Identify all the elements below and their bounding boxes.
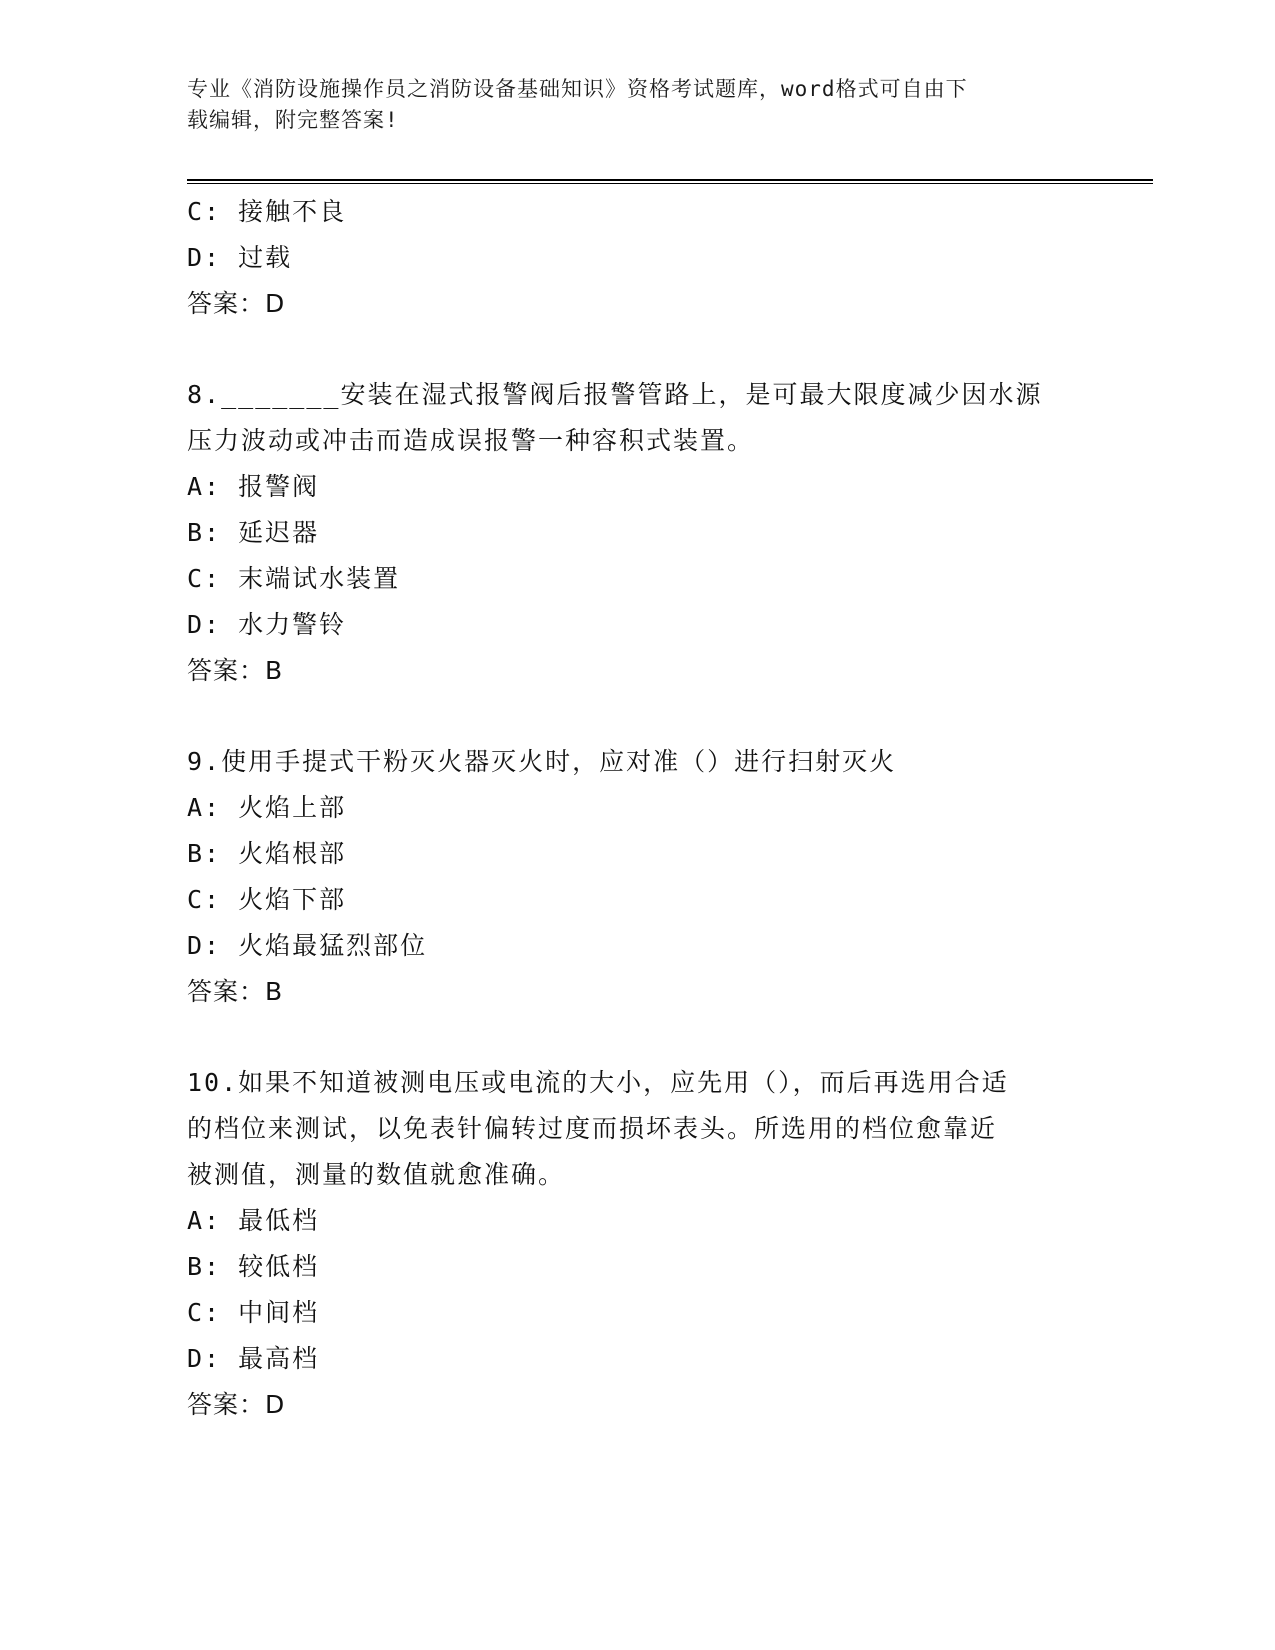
question-text: 的档位来测试，以免表针偏转过度而损坏表头。所选用的档位愈靠近 (187, 1114, 998, 1143)
option-c: C: 末端试水装置 (187, 564, 401, 593)
document-body (187, 189, 1087, 1428)
option-b: B: 较低档 (187, 1252, 320, 1281)
question-text: 压力波动或冲击而造成误报警一种容积式装置。 (187, 426, 755, 455)
option-b: B: 火焰根部 (187, 839, 347, 868)
option-c: C: 火焰下部 (187, 885, 347, 914)
option-a: A: 最低档 (187, 1206, 320, 1235)
answer: 答案：B (187, 656, 284, 685)
question-10 (187, 1060, 1087, 1428)
option-b: B: 延迟器 (187, 518, 320, 547)
document-header (187, 74, 1067, 136)
question-text: 8._______安装在湿式报警阀后报警管路上，是可最大限度减少因水源 (187, 380, 1043, 409)
option-d: D: 火焰最猛烈部位 (187, 931, 428, 960)
option-d: D: 过载 (187, 243, 293, 272)
header-line-2: 载编辑，附完整答案! (187, 108, 399, 132)
question-7-fragment (187, 189, 1087, 327)
answer: 答案：B (187, 977, 284, 1006)
spacer (187, 327, 1087, 372)
question-text: 被测值，测量的数值就愈准确。 (187, 1160, 566, 1189)
question-8 (187, 372, 1087, 694)
spacer (187, 694, 1087, 739)
spacer (187, 1015, 1087, 1060)
option-a: A: 报警阀 (187, 472, 320, 501)
header-rule-thick (187, 179, 1153, 181)
question-text: 9.使用手提式干粉灭火器灭火时，应对准（）进行扫射灭火 (187, 747, 897, 776)
option-d: D: 水力警铃 (187, 610, 347, 639)
answer: 答案：D (187, 289, 286, 318)
header-rule-thin (187, 183, 1153, 184)
option-c: C: 接触不良 (187, 197, 347, 226)
answer: 答案：D (187, 1390, 286, 1419)
option-d: D: 最高档 (187, 1344, 320, 1373)
option-a: A: 火焰上部 (187, 793, 347, 822)
question-text: 10.如果不知道被测电压或电流的大小，应先用（），而后再选用合适 (187, 1068, 1009, 1097)
option-c: C: 中间档 (187, 1298, 320, 1327)
question-9 (187, 739, 1087, 1015)
header-line-1: 专业《消防设施操作员之消防设备基础知识》资格考试题库，word格式可自由下 (187, 77, 968, 101)
